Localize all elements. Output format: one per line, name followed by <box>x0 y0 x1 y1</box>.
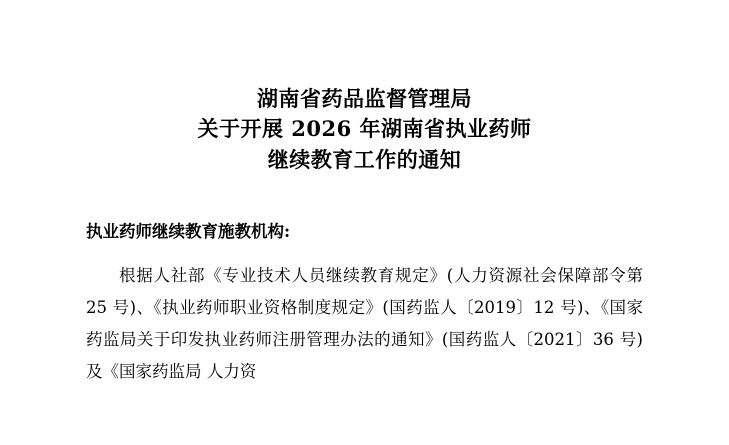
body-paragraph-1: 根据人社部《专业技术人员继续教育规定》(人力资源社会保障部令第 25 号)、《执业药师职业资格制度规定》(国药监人〔2019〕12 号)、《国家药监局关于印发执业药师注册管理办法的通知》(国药监人〔2021〕36 号)及《国家药监局 人力资 <box>86 265 643 382</box>
title-line-3: 继续教育工作的通知 <box>267 146 462 172</box>
page-title <box>86 0 643 175</box>
title-line-2: 关于开展 2026 年湖南省执业药师 <box>197 116 532 142</box>
salutation: 执业药师继续教育施教机构: <box>86 222 291 242</box>
title-line-1: 湖南省药品监督管理局 <box>257 86 472 111</box>
